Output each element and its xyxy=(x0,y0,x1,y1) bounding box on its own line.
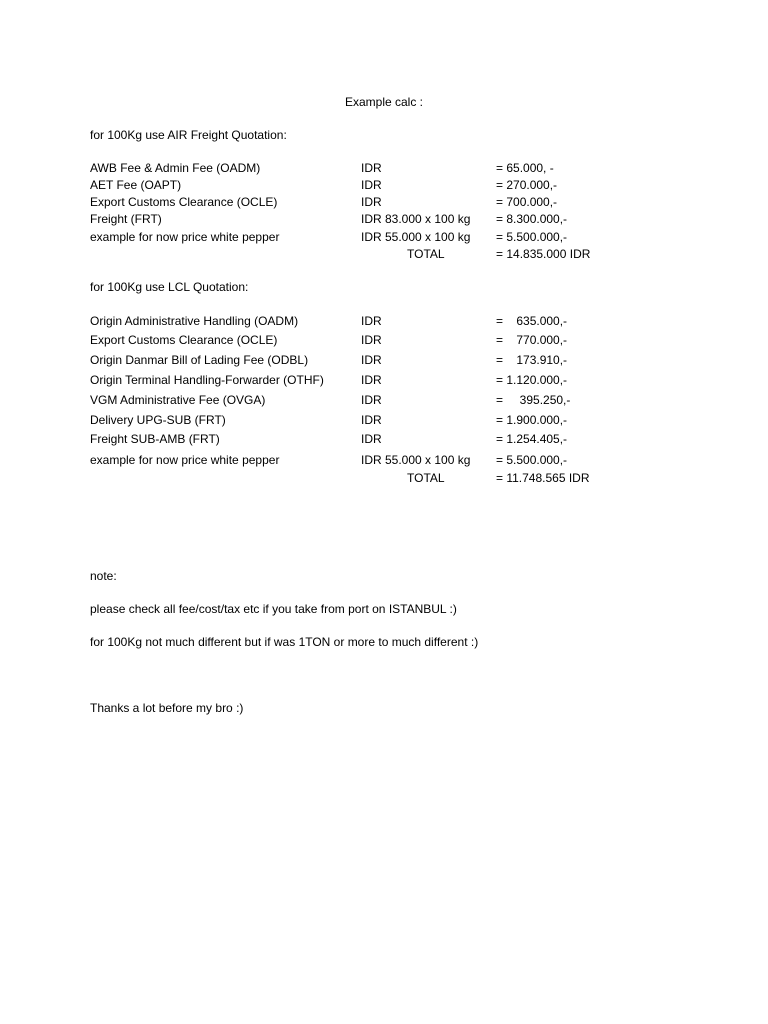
lcl-total-label: TOTAL xyxy=(407,471,445,485)
air-row xyxy=(0,178,768,192)
note-line-2: for 100Kg not much different but if was 1TON or more to much different :) xyxy=(90,635,479,649)
lcl-row-amount: = 770.000,- xyxy=(496,333,568,347)
air-row-amount: = 8.300.000,- xyxy=(496,212,568,226)
lcl-total-row xyxy=(0,471,768,485)
air-row-amount: = 5.500.000,- xyxy=(496,230,568,244)
lcl-row xyxy=(0,373,768,387)
lcl-row-amount: = 1.254.405,- xyxy=(496,432,568,446)
air-row xyxy=(0,230,768,244)
lcl-row-label: Delivery UPG-SUB (FRT) xyxy=(90,413,226,427)
note-label: note: xyxy=(90,569,117,583)
air-row xyxy=(0,161,768,175)
lcl-row-currency: IDR xyxy=(361,373,382,387)
lcl-row-amount: = 635.000,- xyxy=(496,314,568,328)
lcl-row-amount: = 5.500.000,- xyxy=(496,453,568,467)
air-row-currency: IDR xyxy=(361,178,382,192)
air-row-label: AWB Fee & Admin Fee (OADM) xyxy=(90,161,261,175)
lcl-row-currency: IDR xyxy=(361,314,382,328)
lcl-row-amount: = 173.910,- xyxy=(496,353,568,367)
air-row-currency: IDR xyxy=(361,195,382,209)
lcl-row-label: Freight SUB-AMB (FRT) xyxy=(90,432,220,446)
page-title: Example calc : xyxy=(344,95,424,109)
lcl-row-label: VGM Administrative Fee (OVGA) xyxy=(90,393,266,407)
lcl-row-currency: IDR xyxy=(361,432,382,446)
lcl-heading: for 100Kg use LCL Quotation: xyxy=(90,280,249,294)
thanks-line: Thanks a lot before my bro :) xyxy=(90,701,244,715)
note-line-1: please check all fee/cost/tax etc if you take from port on ISTANBUL :) xyxy=(90,602,457,616)
air-row-amount: = 65.000, - xyxy=(496,161,554,175)
air-row-label: Export Customs Clearance (OCLE) xyxy=(90,195,278,209)
lcl-row-currency: IDR xyxy=(361,393,382,407)
air-total-label: TOTAL xyxy=(407,247,445,261)
lcl-row-currency: IDR xyxy=(361,413,382,427)
air-row-label: example for now price white pepper xyxy=(90,230,280,244)
lcl-row xyxy=(0,453,768,467)
lcl-row-label: Origin Danmar Bill of Lading Fee (ODBL) xyxy=(90,353,309,367)
air-row-label: AET Fee (OAPT) xyxy=(90,178,182,192)
lcl-row-amount: = 395.250,- xyxy=(496,393,571,407)
air-total-row xyxy=(0,247,768,261)
lcl-row-label: Origin Administrative Handling (OADM) xyxy=(90,314,299,328)
lcl-row-label: example for now price white pepper xyxy=(90,453,280,467)
lcl-row-currency: IDR xyxy=(361,333,382,347)
lcl-row-currency: IDR 55.000 x 100 kg xyxy=(361,453,471,467)
lcl-row xyxy=(0,413,768,427)
lcl-row xyxy=(0,314,768,328)
lcl-row xyxy=(0,333,768,347)
air-row xyxy=(0,195,768,209)
lcl-row xyxy=(0,432,768,446)
lcl-row xyxy=(0,393,768,407)
air-total-value: = 14.835.000 IDR xyxy=(496,247,591,261)
lcl-row xyxy=(0,353,768,367)
air-row-currency: IDR xyxy=(361,161,382,175)
air-row-amount: = 270.000,- xyxy=(496,178,558,192)
air-row xyxy=(0,212,768,226)
air-heading: for 100Kg use AIR Freight Quotation: xyxy=(90,128,287,142)
lcl-row-amount: = 1.900.000,- xyxy=(496,413,568,427)
lcl-row-label: Export Customs Clearance (OCLE) xyxy=(90,333,278,347)
air-row-label: Freight (FRT) xyxy=(90,212,162,226)
lcl-row-currency: IDR xyxy=(361,353,382,367)
lcl-row-amount: = 1.120.000,- xyxy=(496,373,568,387)
air-row-currency: IDR 55.000 x 100 kg xyxy=(361,230,471,244)
air-row-amount: = 700.000,- xyxy=(496,195,558,209)
air-row-currency: IDR 83.000 x 100 kg xyxy=(361,212,471,226)
lcl-total-value: = 11.748.565 IDR xyxy=(496,471,590,485)
lcl-row-label: Origin Terminal Handling-Forwarder (OTHF) xyxy=(90,373,324,387)
